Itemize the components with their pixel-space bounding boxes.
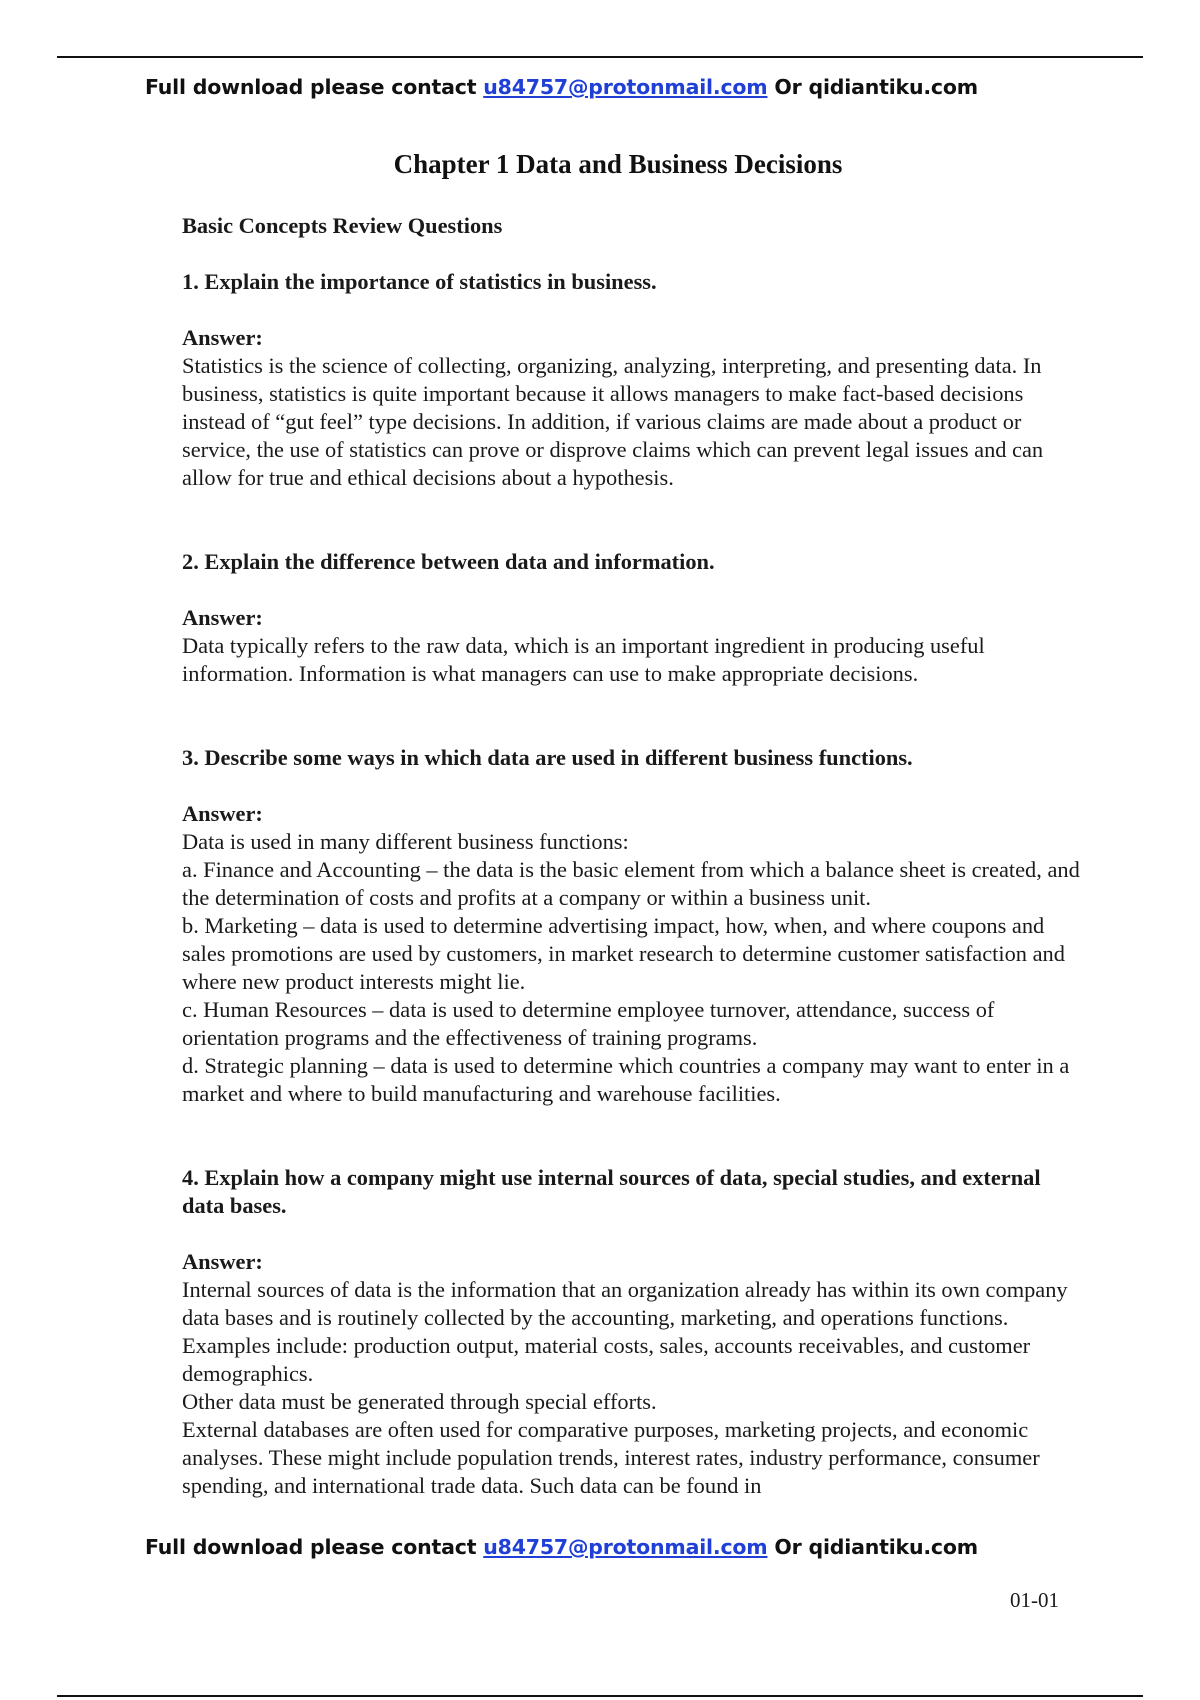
answer-list-item: a. Finance and Accounting – the data is the basic element from which a balance sheet is created, and the determination of costs and profits at a company or within a business unit. [182,857,1080,910]
banner-prefix: Full download please contact [145,1535,484,1559]
question-heading: 3. Describe some ways in which data are used in different business functions. [182,745,913,770]
spacer [182,688,1082,744]
banner-suffix: Or qidiantiku.com [767,75,978,99]
answer-label: Answer: [182,801,263,826]
top-download-banner [145,74,978,100]
banner-email-link[interactable]: u84757@protonmail.com [483,75,768,99]
answer-paragraph: Internal sources of data is the information that an organization already has within its own company data bases and is routinely collected by the accounting, marketing, and operations functions. Examples include: production output, material costs, sales, accounts receivables, and customer demographics. [182,1277,1068,1386]
question-heading: 4. Explain how a company might use internal sources of data, special studies, and external data bases. [182,1165,1041,1218]
spacer [182,492,1082,548]
bottom-rule [57,1695,1143,1697]
answer-list-item: d. Strategic planning – data is used to determine which countries a company may want to enter in a market and where to build manufacturing and warehouse facilities. [182,1053,1070,1106]
question-heading: 1. Explain the importance of statistics in business. [182,269,657,294]
answer-label: Answer: [182,1249,263,1274]
answer-label: Answer: [182,325,263,350]
question-heading: 2. Explain the difference between data and information. [182,549,715,574]
answer-paragraph: Statistics is the science of collecting, organizing, analyzing, interpreting, and presenting data. In business, statistics is quite important because it allows managers to make fact-based decisions instead of “gut feel” type decisions. In addition, if various claims are made about a product or service, the use of statistics can prove or disprove claims which can prevent legal issues and can allow for true and ethical decisions about a hypothesis. [182,353,1044,490]
banner-email-link[interactable]: u84757@protonmail.com [483,1535,768,1559]
answer-paragraph: External databases are often used for comparative purposes, marketing projects, and economic analyses. These might include population trends, interest rates, industry performance, consumer spending, and international trade data. Such data can be found in [182,1417,1040,1498]
banner-suffix: Or qidiantiku.com [767,1535,978,1559]
spacer [182,1108,1082,1164]
document-body [182,212,1082,1500]
chapter-title: Chapter 1 Data and Business Decisions [393,149,843,179]
section-title: Basic Concepts Review Questions [182,213,503,238]
answer-paragraph: Data is used in many different business functions: [182,829,629,854]
answer-list-item: c. Human Resources – data is used to determine employee turnover, attendance, success of orientation programs and the effectiveness of training programs. [182,997,995,1050]
page-number: 01-01 [1010,1588,1059,1612]
answer-paragraph: Data typically refers to the raw data, which is an important ingredient in producing useful information. Information is what managers can use to make appropriate decisions. [182,633,985,686]
answer-label: Answer: [182,605,263,630]
banner-prefix: Full download please contact [145,75,484,99]
answer-list-item: b. Marketing – data is used to determine advertising impact, how, when, and where coupons and sales promotions are used by customers, in market research to determine customer satisfaction and where new product interests might lie. [182,913,1065,994]
top-rule [57,56,1143,58]
answer-paragraph: Other data must be generated through special efforts. [182,1389,657,1414]
bottom-download-banner [145,1534,978,1560]
